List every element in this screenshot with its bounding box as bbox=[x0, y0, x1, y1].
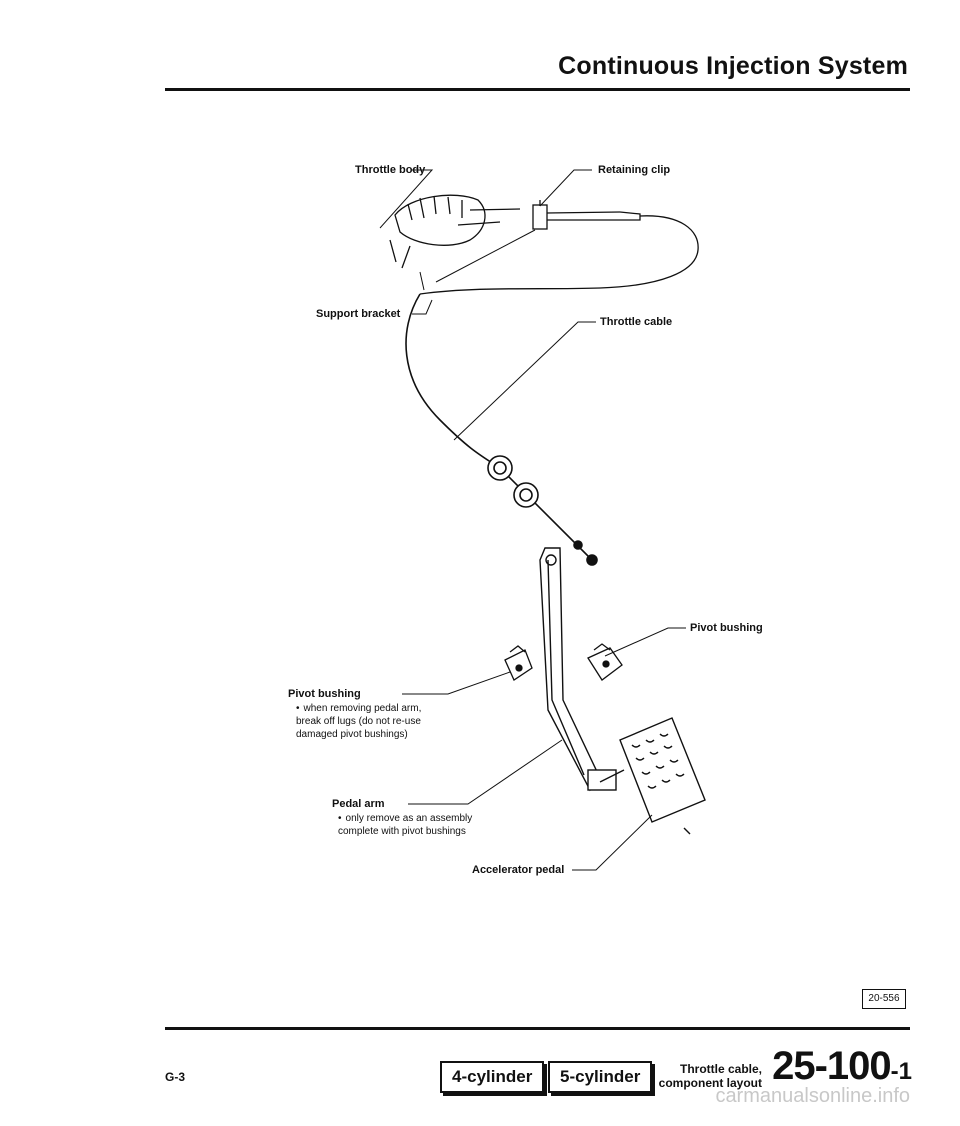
note-bullet: • bbox=[338, 813, 342, 824]
note-line: complete with pivot bushings bbox=[338, 826, 466, 837]
label-pedal-arm: Pedal arm bbox=[332, 798, 385, 810]
page-reference: G-3 bbox=[165, 1070, 186, 1084]
note-line: only remove as an assembly bbox=[345, 813, 473, 824]
label-throttle-cable: Throttle cable bbox=[600, 316, 673, 328]
throttle-cable-drawing bbox=[406, 294, 597, 565]
label-pivot-bushing-left: Pivot bushing bbox=[288, 688, 361, 700]
section-number bbox=[772, 1044, 912, 1089]
label-support-bracket: Support bracket bbox=[316, 308, 401, 320]
page-title: Continuous Injection System bbox=[558, 52, 908, 80]
label-pivot-bushing-right: Pivot bushing bbox=[690, 622, 763, 634]
caption-line: Throttle cable, bbox=[679, 1062, 762, 1076]
pivot-bushings-drawing bbox=[505, 644, 622, 680]
note-line: damaged pivot bushings) bbox=[296, 729, 408, 740]
figure-code: 20-556 bbox=[862, 989, 906, 1009]
label-accelerator-pedal: Accelerator pedal bbox=[472, 864, 565, 876]
note-bullet: • bbox=[296, 703, 300, 714]
note-line: break off lugs (do not re-use bbox=[296, 716, 421, 727]
caption-line: component layout bbox=[658, 1076, 762, 1090]
section-sub: -1 bbox=[890, 1058, 912, 1085]
label-retaining-clip: Retaining clip bbox=[598, 164, 671, 176]
throttle-body-drawing bbox=[390, 195, 520, 268]
section-main: 25-100 bbox=[772, 1044, 891, 1088]
note-line: when removing pedal arm, bbox=[303, 703, 422, 714]
footer-rule bbox=[165, 1027, 910, 1030]
label-throttle-body: Throttle body bbox=[355, 164, 426, 176]
engine-badge-5-cylinder: 5-cylinder bbox=[548, 1061, 652, 1093]
watermark: carmanualsonline.info bbox=[715, 1085, 910, 1107]
note-pivot-bushing bbox=[296, 702, 421, 741]
engine-badge-4-cylinder: 4-cylinder bbox=[440, 1061, 544, 1093]
note-pedal-arm bbox=[338, 812, 472, 838]
